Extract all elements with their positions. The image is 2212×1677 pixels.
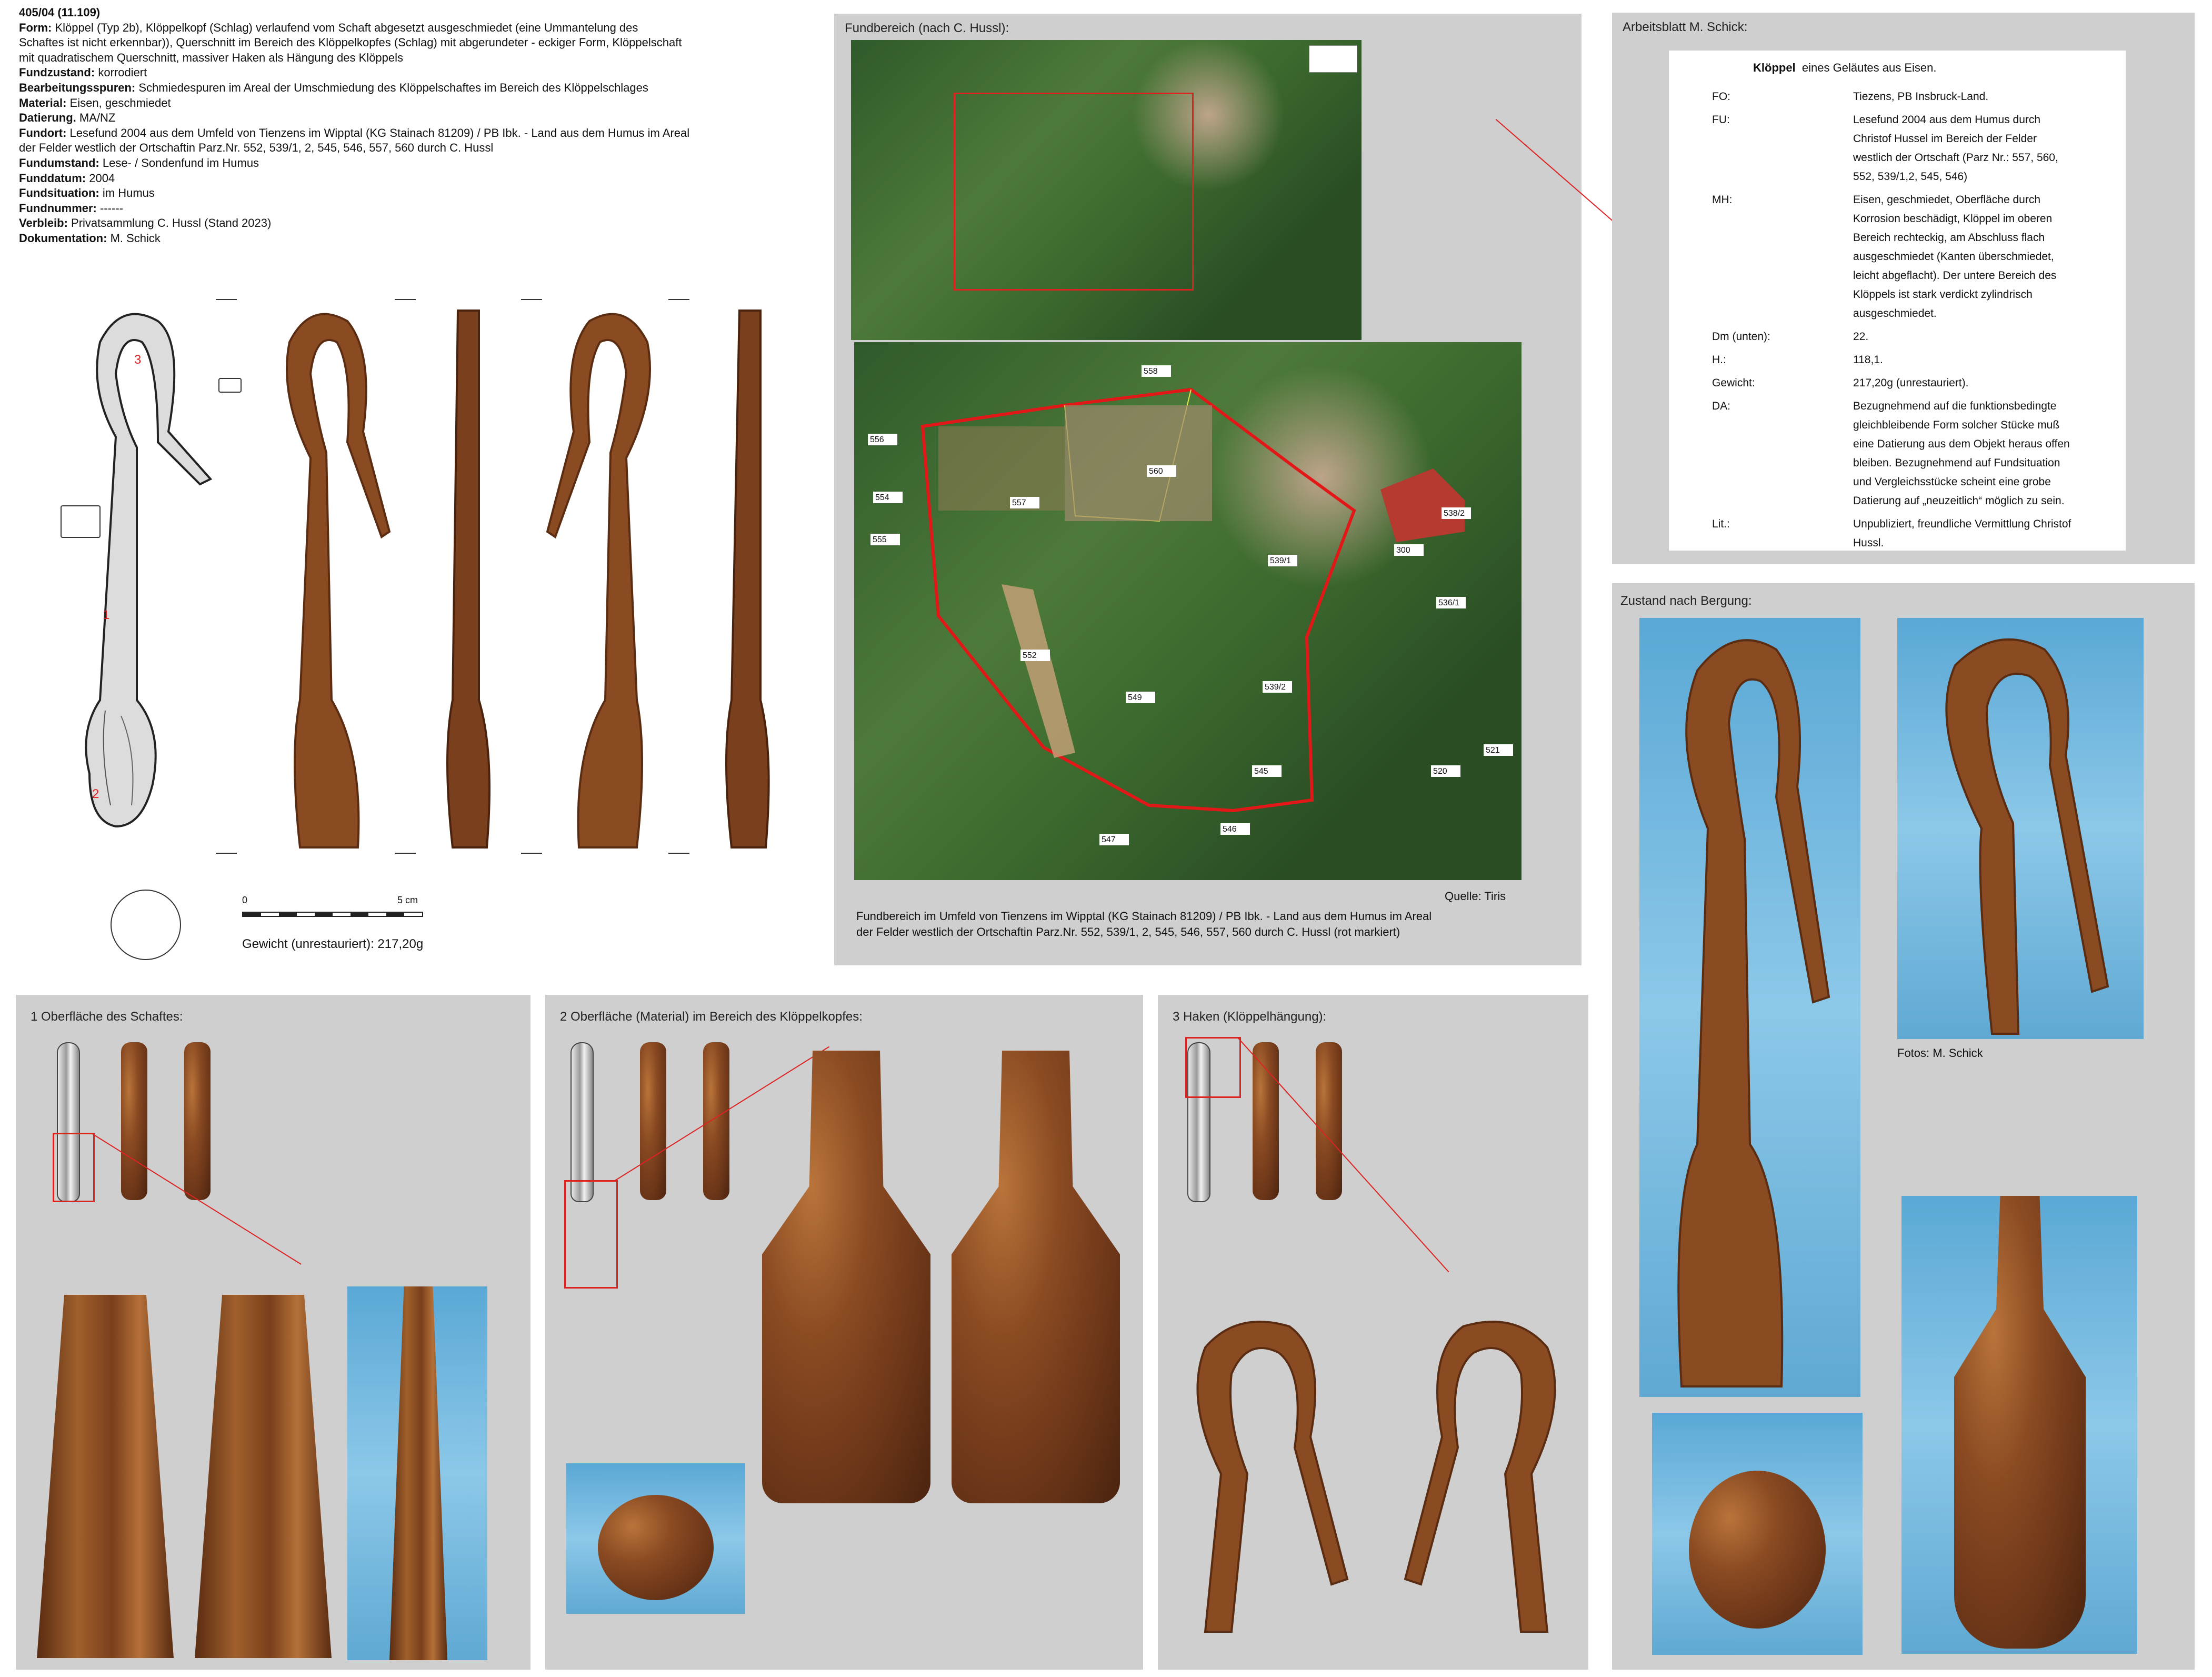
worksheet-title: Arbeitsblatt M. Schick: (1623, 20, 1748, 34)
header-row: Fundumstand: Lese- / Sondenfund im Humus (19, 156, 259, 169)
header-row: Fundnummer: ------ (19, 201, 123, 215)
recovery-photo-head-top (1652, 1413, 1863, 1655)
panel-4-title: Zustand nach Bergung: (1620, 594, 1752, 608)
worksheet-panel (1612, 13, 2195, 564)
cross-section-round (111, 890, 181, 960)
worksheet-value-line: westlich der Ortschaft (Parz Nr.: 557, 560, (1853, 152, 2058, 164)
parcel-label: 546 (1223, 825, 1237, 834)
worksheet-value-line: und Vergleichsstücke scheint eine grobe (1853, 476, 2051, 488)
worksheet-value-line: Tiezens, PB Insbruck-Land. (1853, 91, 1989, 103)
worksheet-value-line: Hussl. (1853, 537, 1884, 549)
map-caption: Fundbereich im Umfeld von Tienzens im Wipptal (KG Stainach 81209) / PB Ibk. - Land aus dem Humus im Areal der Felder westlich der Ortschaftin Parz.Nr. 552, 539/1, 2, 545, 546, 557, 560 durch C. Hussl (rot markiert) (856, 910, 1432, 939)
panel-head-surface (545, 995, 1143, 1670)
worksheet-value-line: gleichbleibende Form solcher Stücke muß (1853, 419, 2060, 431)
worksheet-value-line: 22. (1853, 331, 1869, 343)
parcel-label: 555 (873, 535, 887, 544)
header-text (19, 5, 798, 246)
head-closeup-photo (566, 1463, 745, 1614)
parcel-label: 300 (1396, 546, 1410, 555)
parcel-label: 549 (1128, 693, 1142, 702)
weight-label: Gewicht (unrestauriert): 217,20g (242, 937, 424, 951)
worksheet-key: Lit.: (1712, 518, 1730, 530)
recovery-photo-hook (1897, 618, 2144, 1039)
panel-1-title: 1 Oberfläche des Schaftes: (31, 1010, 183, 1024)
header-row: Form: Klöppel (Typ 2b), Klöppelkopf (Schlag) verlaufend vom Schaft abgesetzt ausgeschmiedet (eine Ummantelung des (19, 21, 638, 34)
header-rows (19, 21, 798, 246)
worksheet-key: FO: (1712, 91, 1730, 103)
parcel-label: 558 (1144, 367, 1158, 376)
worksheet-value-line: ausgeschmiedet (Kanten überschmiedet, (1853, 251, 2054, 263)
worksheet-value-line: Christof Hussel im Bereich der Felder (1853, 133, 2037, 145)
panel-hook (1158, 995, 1588, 1670)
panel-1-highlight-box (53, 1133, 95, 1202)
worksheet-value-line: 217,20g (unrestauriert). (1853, 377, 1969, 389)
shaft-closeup-1 (37, 1295, 174, 1658)
worksheet-key: H.: (1712, 354, 1726, 366)
worksheet-value-line: Korrosion beschädigt, Klöppel im oberen (1853, 213, 2053, 225)
photo-credit: Fotos: M. Schick (1897, 1046, 1983, 1060)
panel-2-title: 2 Oberfläche (Material) im Bereich des Klöppelkopfes: (560, 1010, 863, 1024)
overview-map (851, 40, 1362, 340)
technical-drawing (58, 300, 226, 858)
parcel-label: 554 (875, 493, 889, 502)
parcel-label: 539/2 (1265, 683, 1286, 692)
recovery-photo-full (1639, 618, 1860, 1397)
worksheet-value-line: ausgeschmiedet. (1853, 307, 1937, 320)
overview-highlight-box (954, 93, 1194, 291)
photo-view-side (437, 300, 500, 858)
header-row: Schaftes ist nicht erkennbar)), Querschnitt im Bereich des Klöppelkopfes (Schlag) mit abgerundeter - eckiger Form, Klöppelschaft (19, 36, 682, 49)
panel-3-highlight-box (1185, 1037, 1241, 1098)
shaft-closeup-2 (195, 1295, 332, 1658)
header-row: Fundort: Lesefund 2004 aus dem Umfeld von Tienzens im Wipptal (KG Stainach 81209) / PB Ibk. - Land aus dem Humus im Areal (19, 126, 690, 139)
map-panel (834, 14, 1582, 965)
header-row: Fundsituation: im Humus (19, 186, 155, 200)
worksheet-value-line: Bereich rechteckig, am Abschluss flach (1853, 232, 2045, 244)
worksheet-key: Gewicht: (1712, 377, 1755, 389)
cross-section-square-small (218, 378, 242, 393)
hook-closeup-1 (1174, 1305, 1374, 1642)
head-closeup-2 (952, 1051, 1120, 1503)
header-row: Verbleib: Privatsammlung C. Hussl (Stand 2023) (19, 216, 272, 230)
hook-closeup-2 (1379, 1305, 1579, 1642)
worksheet-key: FU: (1712, 114, 1730, 126)
photo-view-back (532, 300, 668, 858)
map-source: Quelle: Tiris (1445, 890, 1506, 903)
worksheet-value-line: Klöppels ist stark verdickt zylindrisch (1853, 288, 2033, 301)
worksheet-value-line: bleiben. Bezugnehmend auf Fundsituation (1853, 457, 2060, 469)
worksheet-value-line: Datierung auf „neuzeitlich“ möglich zu sein. (1853, 495, 2065, 507)
header-row: Material: Eisen, geschmiedet (19, 96, 171, 109)
photo-view-side-2 (716, 300, 779, 858)
catalog-number: 405/04 (11.109) (19, 6, 101, 19)
parcel-label: 539/1 (1270, 556, 1292, 565)
header-row: der Felder westlich der Ortschaftin Parz.Nr. 552, 539/1, 2, 545, 546, 557, 560 durch C. Hussl (19, 141, 494, 155)
panel-3-title: 3 Haken (Klöppelhängung): (1173, 1010, 1327, 1024)
worksheet-value-line: Eisen, geschmiedet, Oberfläche durch (1853, 194, 2041, 206)
detail-map (854, 342, 1522, 880)
worksheet-value-line: Unpubliziert, freundliche Vermittlung Christof (1853, 518, 2071, 530)
worksheet-value-line: leicht abgeflacht). Der untere Bereich des (1853, 269, 2057, 282)
clapper-drawing-area (16, 295, 821, 958)
worksheet-key: DA: (1712, 400, 1731, 412)
recovery-photo-head-side (1901, 1196, 2137, 1654)
worksheet-value-line: Bezugnehmend auf die funktionsbedingte (1853, 400, 2057, 412)
worksheet-key: MH: (1712, 194, 1733, 206)
parcel-label: 520 (1433, 767, 1447, 776)
scale-zero: 0 (242, 895, 248, 905)
parcel-label: 556 (870, 435, 884, 444)
head-closeup-1 (762, 1051, 930, 1503)
drawing-label-2: 2 (92, 787, 99, 801)
worksheet-heading: Klöppel eines Geläutes aus Eisen. (1753, 61, 1937, 74)
worksheet-value-line: 118,1. (1853, 354, 1883, 366)
parcel-label: 552 (1023, 651, 1037, 660)
panel-condition-after-recovery (1612, 583, 2195, 1670)
header-row: Dokumentation: M. Schick (19, 231, 161, 245)
worksheet-value-line: 552, 539/1,2, 545, 546) (1853, 171, 1968, 183)
worksheet-sheet (1669, 51, 2126, 551)
parcel-label: 560 (1149, 467, 1163, 476)
header-row: Funddatum: 2004 (19, 171, 115, 185)
parcel-label: 557 (1012, 498, 1026, 507)
parcel-label: 521 (1486, 746, 1500, 755)
parcel-label: 536/1 (1438, 598, 1460, 607)
scale-five: 5 cm (397, 895, 418, 905)
scale-bar (242, 912, 423, 917)
map-panel-title: Fundbereich (nach C. Hussl): (845, 21, 1009, 35)
photo-view-front (268, 300, 405, 858)
drawing-label-1: 1 (103, 608, 110, 622)
panel-2-highlight-box (564, 1180, 618, 1289)
shaft-closeup-photo (347, 1286, 487, 1660)
header-row: Fundzustand: korrodiert (19, 66, 147, 79)
header-row: Bearbeitungsspuren: Schmiedespuren im Areal der Umschmiedung des Klöppelschaftes im Bereich des Klöppelschlages (19, 81, 648, 94)
parcel-label: 538/2 (1444, 509, 1465, 518)
panel-shaft-surface (16, 995, 531, 1670)
parcel-label: 547 (1102, 835, 1116, 844)
parcel-label: 545 (1254, 767, 1268, 776)
header-row: mit quadratischem Querschnitt, massiver Haken als Hängung des Klöppels (19, 51, 404, 64)
drawing-label-3: 3 (134, 353, 142, 367)
worksheet-value-line: Lesefund 2004 aus dem Humus durch (1853, 114, 2041, 126)
cross-section-square (61, 505, 101, 538)
worksheet-value-line: eine Datierung aus dem Objekt heraus offen (1853, 438, 2070, 450)
worksheet-key: Dm (unten): (1712, 331, 1770, 343)
header-row: Datierung. MA/NZ (19, 111, 116, 125)
